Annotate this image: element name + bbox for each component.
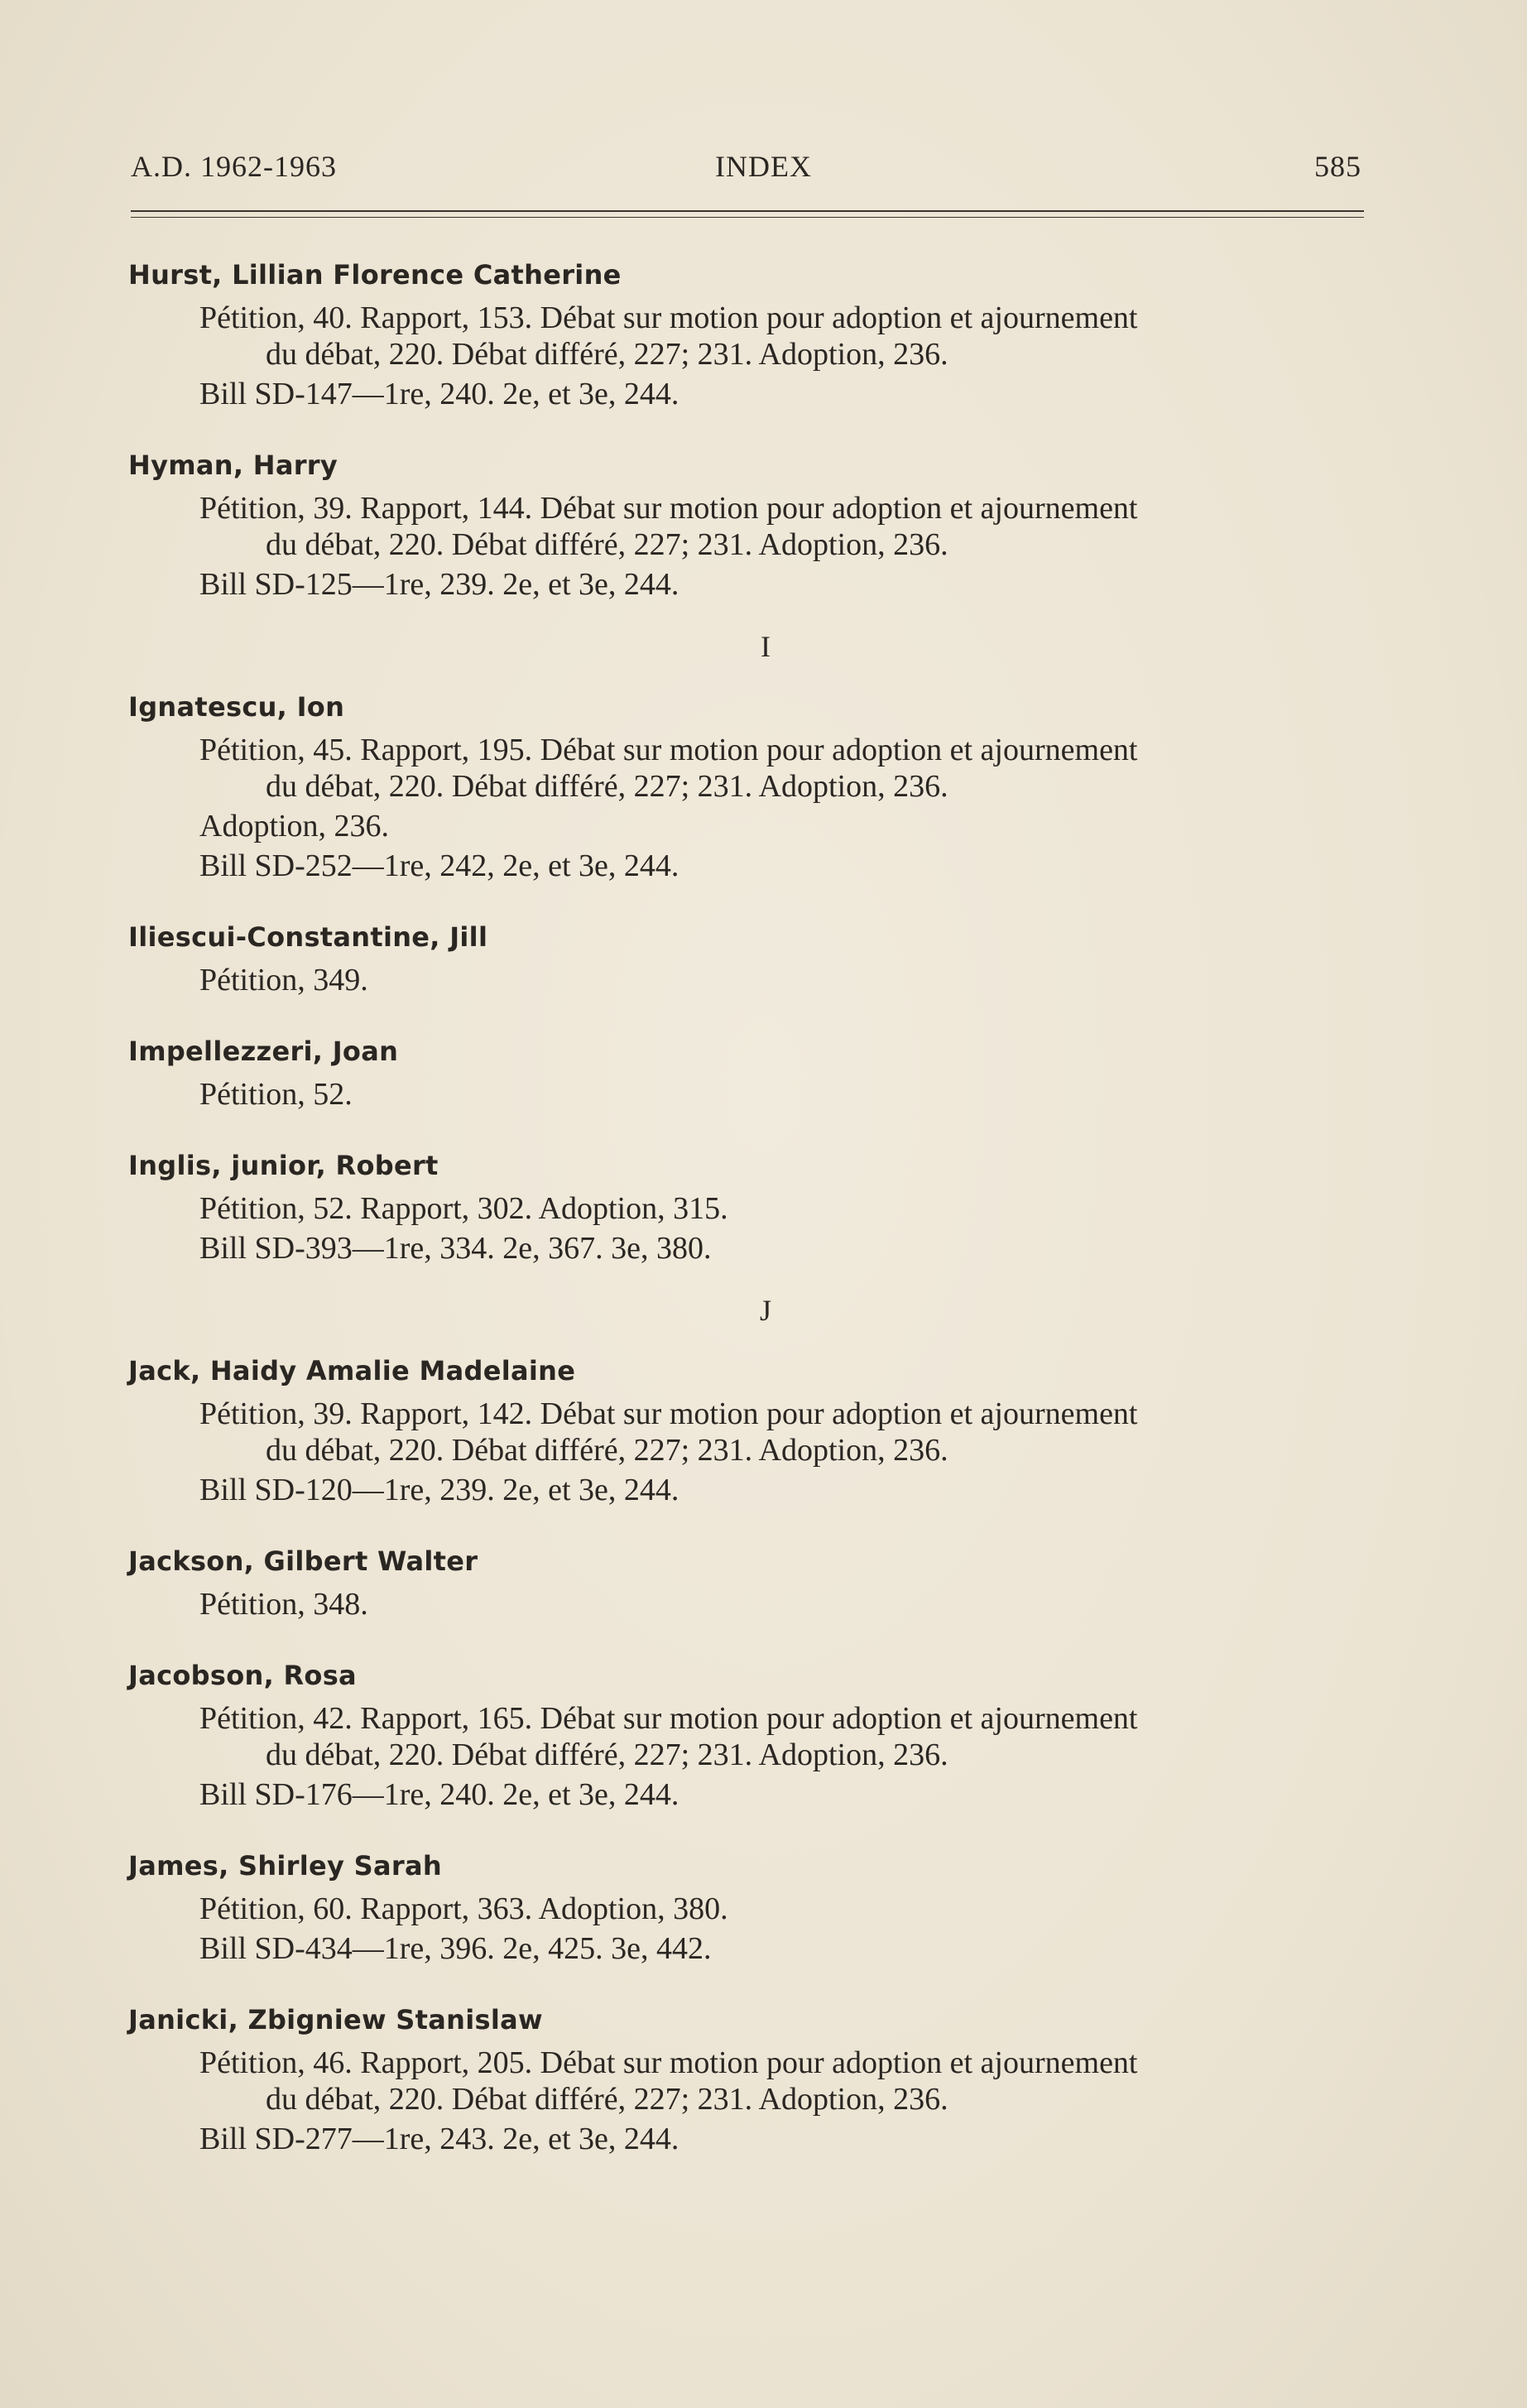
header-page-number: 585 bbox=[1314, 150, 1361, 183]
entry-line: Bill SD-393—1re, 334. 2e, 367. 3e, 380. bbox=[199, 1231, 712, 1266]
index-entry bbox=[128, 1541, 1370, 1622]
entry-line: Pétition, 348. bbox=[199, 1587, 368, 1622]
header-rule bbox=[131, 217, 1364, 218]
entry-name: Hyman, Harry bbox=[128, 449, 339, 481]
entry-line: Bill SD-147—1re, 240. 2e, et 3e, 244. bbox=[199, 377, 679, 411]
entry-line: Pétition, 42. Rapport, 165. Débat sur motion pour adoption et ajournement bbox=[199, 1701, 1138, 1736]
entry-line: Pétition, 39. Rapport, 144. Débat sur motion pour adoption et ajournement bbox=[199, 491, 1138, 526]
entry-line: du débat, 220. Débat différé, 227; 231. Adoption, 236. bbox=[266, 337, 948, 372]
index-entry bbox=[128, 445, 1370, 603]
entry-name: Impellezzeri, Joan bbox=[128, 1036, 399, 1067]
entry-line: Bill SD-176—1re, 240. 2e, et 3e, 244. bbox=[199, 1777, 679, 1812]
entry-line: Adoption, 236. bbox=[199, 809, 390, 844]
entry-line: du débat, 220. Débat différé, 227; 231. Adoption, 236. bbox=[266, 1433, 948, 1468]
section-letter: I bbox=[761, 630, 771, 663]
index-entry bbox=[128, 1351, 1370, 1508]
entry-name: Hurst, Lillian Florence Catherine bbox=[128, 259, 622, 291]
index-entry bbox=[128, 687, 1370, 884]
header-session-years: A.D. 1962-1963 bbox=[131, 150, 337, 183]
entry-line: Pétition, 40. Rapport, 153. Débat sur motion pour adoption et ajournement bbox=[199, 300, 1138, 335]
entry-line: du débat, 220. Débat différé, 227; 231. Adoption, 236. bbox=[266, 1738, 948, 1772]
index-list bbox=[128, 255, 1370, 2157]
entry-name: James, Shirley Sarah bbox=[128, 1850, 442, 1882]
entry-line: du débat, 220. Débat différé, 227; 231. Adoption, 236. bbox=[266, 769, 948, 804]
entry-line: Bill SD-277—1re, 243. 2e, et 3e, 244. bbox=[199, 2122, 679, 2156]
entry-name: Jackson, Gilbert Walter bbox=[128, 1545, 478, 1577]
index-entry bbox=[128, 1656, 1370, 1813]
entry-name: Janicki, Zbigniew Stanislaw bbox=[128, 2004, 543, 2036]
entry-line: Bill SD-120—1re, 239. 2e, et 3e, 244. bbox=[199, 1473, 679, 1507]
entry-line: Pétition, 46. Rapport, 205. Débat sur motion pour adoption et ajournement bbox=[199, 2045, 1138, 2080]
index-entry bbox=[128, 1846, 1370, 1967]
entry-line: Pétition, 52. bbox=[199, 1077, 353, 1112]
entry-line: Pétition, 39. Rapport, 142. Débat sur motion pour adoption et ajournement bbox=[199, 1396, 1138, 1431]
entry-name: Jack, Haidy Amalie Madelaine bbox=[128, 1355, 576, 1387]
entry-line: Pétition, 349. bbox=[199, 963, 368, 997]
entry-line: Pétition, 52. Rapport, 302. Adoption, 315. bbox=[199, 1191, 728, 1226]
index-entry bbox=[128, 2000, 1370, 2157]
entry-name: Inglis, junior, Robert bbox=[128, 1150, 439, 1181]
entry-line: du débat, 220. Débat différé, 227; 231. Adoption, 236. bbox=[266, 527, 948, 562]
entry-line: Pétition, 45. Rapport, 195. Débat sur motion pour adoption et ajournement bbox=[199, 733, 1138, 767]
index-entry bbox=[128, 1031, 1370, 1113]
header-rule bbox=[131, 210, 1364, 212]
header-title: INDEX bbox=[715, 150, 812, 183]
section-letter: J bbox=[759, 1294, 771, 1327]
entry-name: Ignatescu, Ion bbox=[128, 691, 345, 723]
entry-name: Jacobson, Rosa bbox=[128, 1660, 357, 1691]
entry-line: Bill SD-434—1re, 396. 2e, 425. 3e, 442. bbox=[199, 1931, 712, 1966]
entry-line: Pétition, 60. Rapport, 363. Adoption, 380. bbox=[199, 1891, 728, 1926]
index-entry bbox=[128, 255, 1370, 412]
entry-line: Bill SD-252—1re, 242, 2e, et 3e, 244. bbox=[199, 848, 679, 883]
index-entry bbox=[128, 1146, 1370, 1266]
entry-line: du débat, 220. Débat différé, 227; 231. Adoption, 236. bbox=[266, 2082, 948, 2117]
index-entry bbox=[128, 917, 1370, 998]
entry-line: Bill SD-125—1re, 239. 2e, et 3e, 244. bbox=[199, 567, 679, 602]
entry-name: Iliescui-Constantine, Jill bbox=[128, 921, 488, 953]
